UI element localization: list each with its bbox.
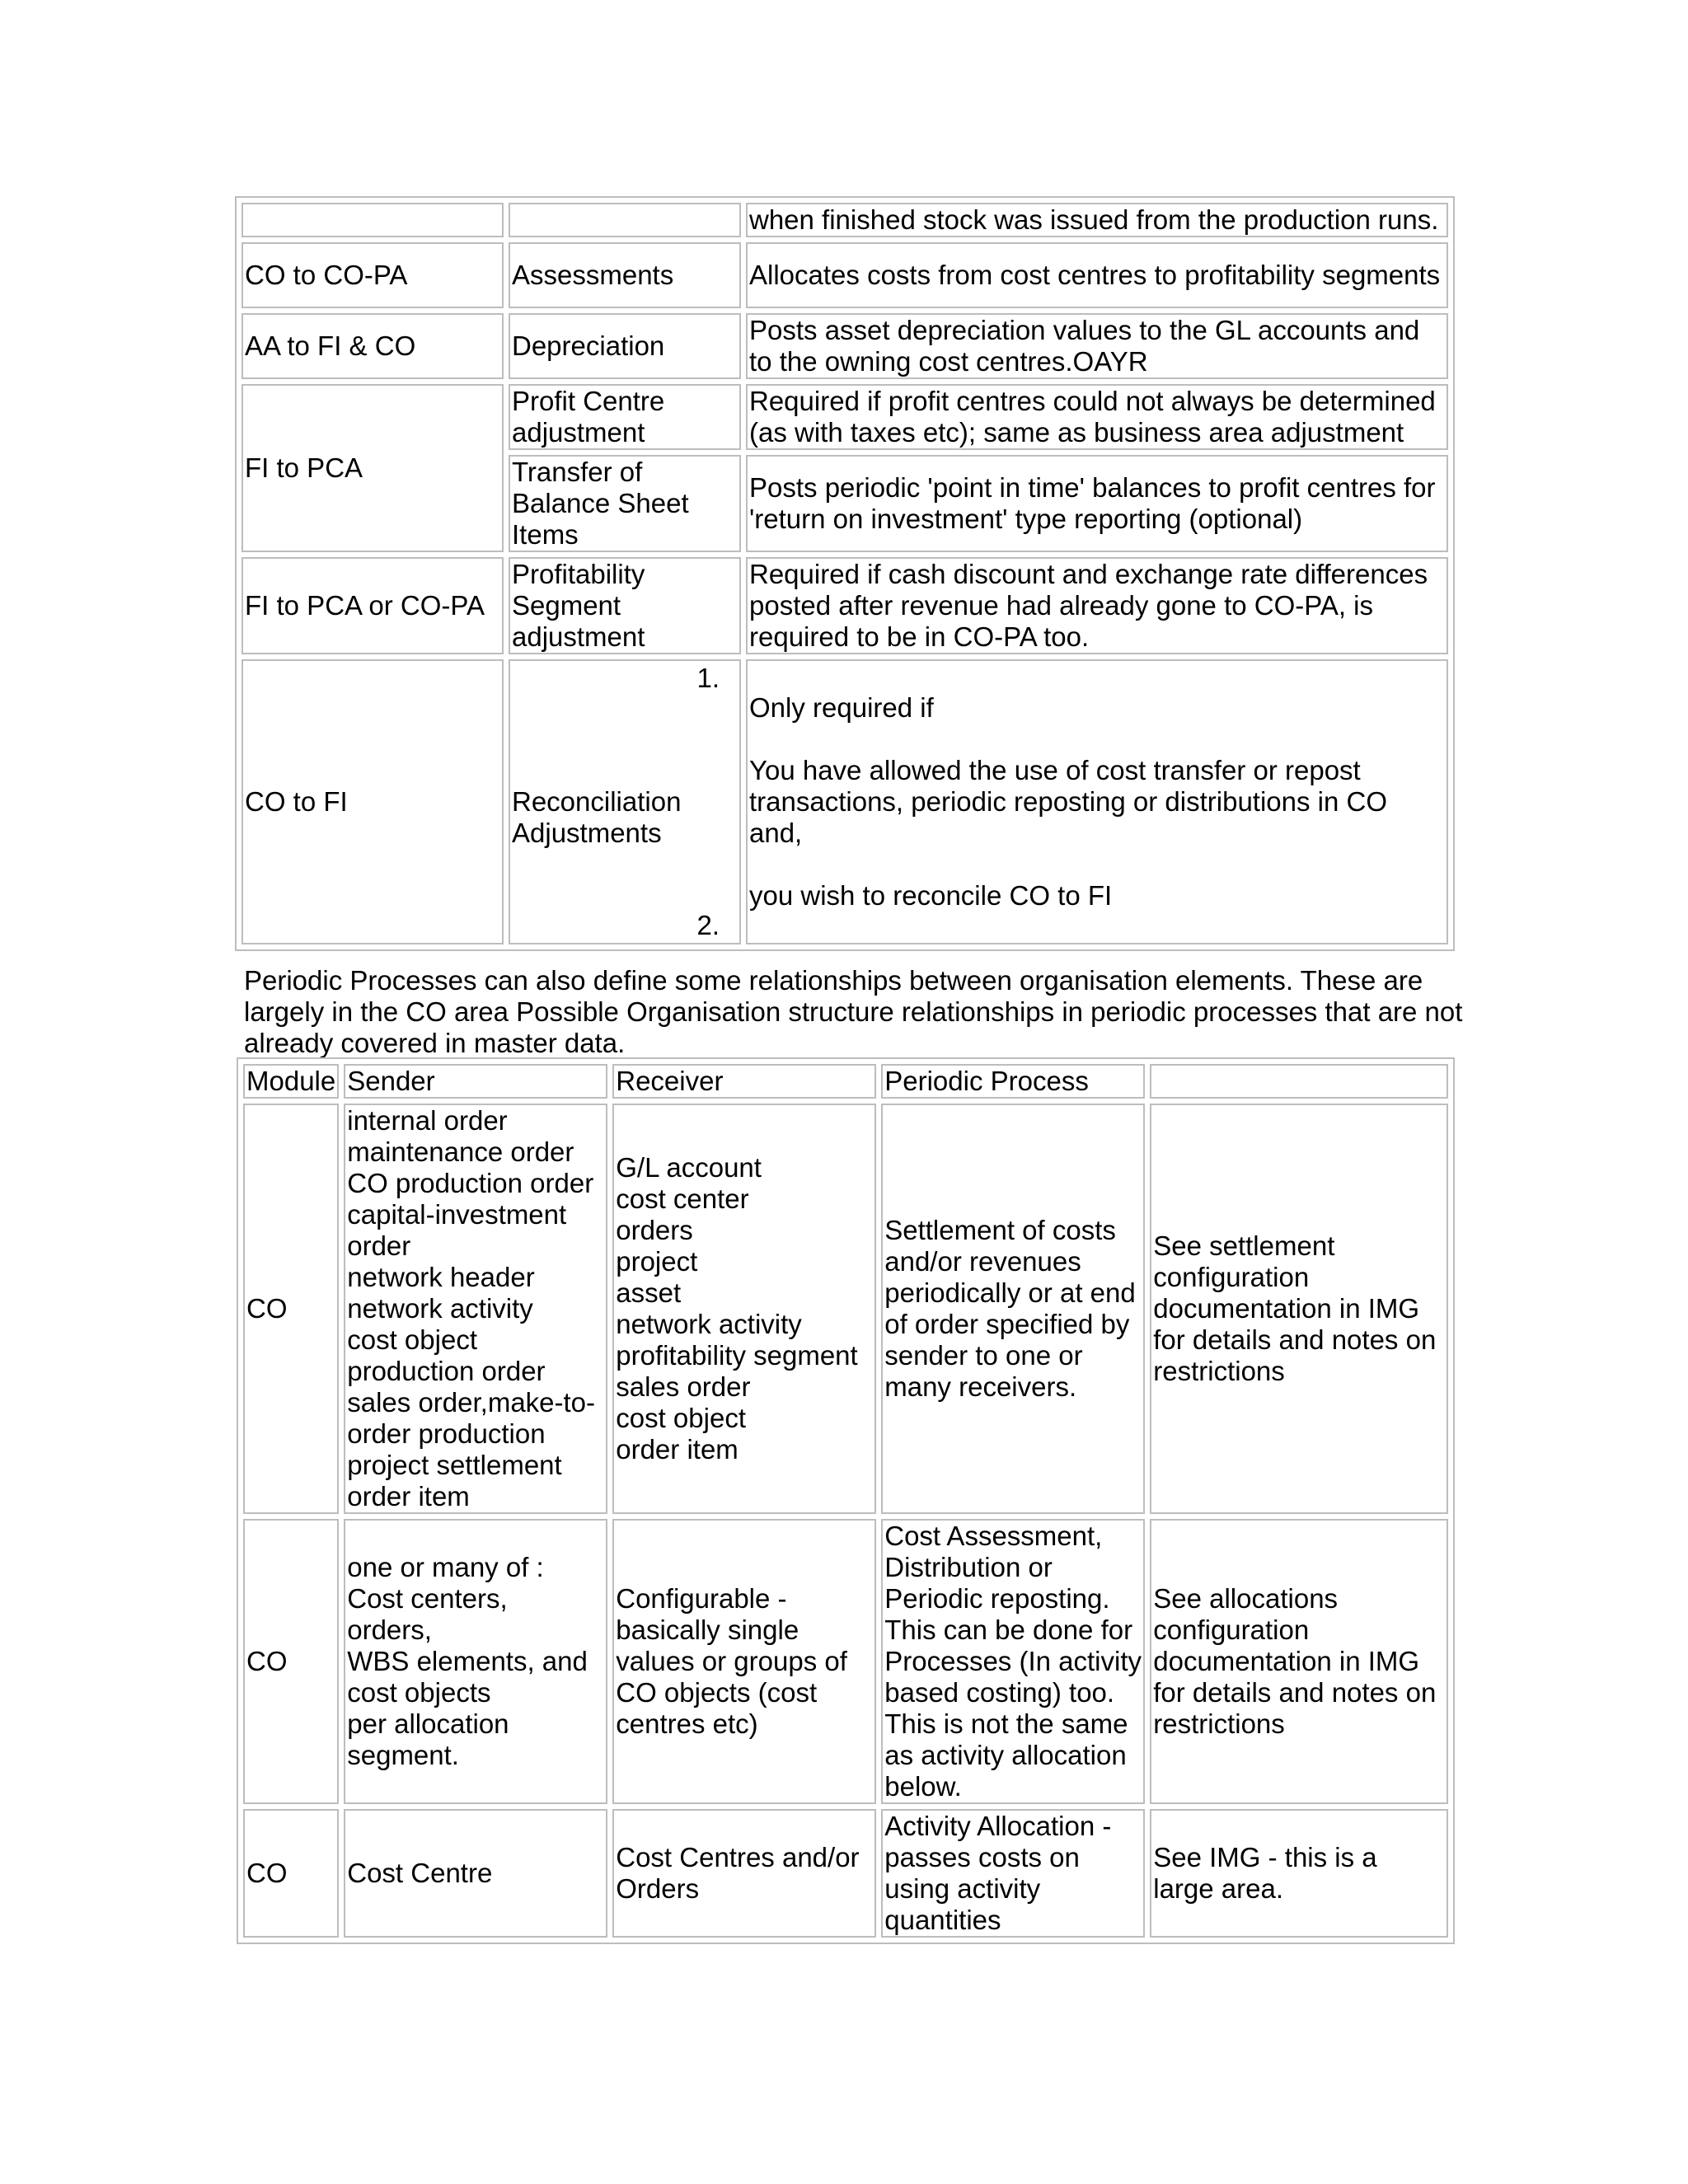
- column-header: Sender: [344, 1064, 607, 1099]
- table-cell: AA to FI & CO: [241, 313, 504, 379]
- table-cell: FI to PCA: [241, 384, 504, 552]
- table-cell: internal order maintenance order CO production order capital-investment order network header network activity cost object production order sales order,make-to-order production project settlement order item: [344, 1104, 607, 1514]
- table-cell: Activity Allocation - passes costs on using activity quantities: [881, 1809, 1145, 1938]
- table-row: [243, 1809, 1448, 1938]
- column-header: Module: [243, 1064, 339, 1099]
- table-row: [243, 1104, 1448, 1514]
- list-item: You have allowed the use of cost transfer or repost transactions, periodic reposting or distributions in CO and,: [749, 755, 1388, 848]
- table-cell: FI to PCA or CO-PA: [241, 557, 504, 654]
- table-cell: Required if cash discount and exchange rate differences posted after revenue had already gone to CO-PA, is required to be in CO-PA too.: [746, 557, 1448, 654]
- table-cell: [509, 203, 741, 237]
- table-row: [241, 659, 1448, 944]
- cell-text: Reconciliation Adjustments: [512, 786, 682, 848]
- table-header-row: [243, 1064, 1448, 1099]
- table-cell: See IMG - this is a large area.: [1150, 1809, 1448, 1938]
- table-cell: Posts asset depreciation values to the GL accounts and to the owning cost centres.OAYR: [746, 313, 1448, 379]
- table-cell: Configurable - basically single values or groups of CO objects (cost centres etc): [612, 1519, 876, 1804]
- table-cell: CO: [243, 1809, 339, 1938]
- table-cell: when finished stock was issued from the production runs.: [746, 203, 1448, 237]
- table-row: [241, 203, 1448, 237]
- table-cell: G/L account cost center orders project asset network activity profitability segment sales order cost object order item: [612, 1104, 876, 1514]
- table-cell: See settlement configuration documentation in IMG for details and notes on restrictions: [1150, 1104, 1448, 1514]
- table-cell: [509, 659, 741, 944]
- body-paragraph: Periodic Processes can also define some relationships between organisation elements. These are largely in the CO area Possible Organisation structure relationships in periodic processes that are not already covered in master data.: [244, 965, 1463, 1058]
- table-cell: [746, 659, 1448, 944]
- column-header: Receiver: [612, 1064, 876, 1099]
- periodic-process-table: [237, 1057, 1455, 1944]
- table-cell: CO: [243, 1519, 339, 1804]
- table-cell: Cost Centre: [344, 1809, 607, 1938]
- column-header: [1150, 1064, 1448, 1099]
- table-cell: Cost Assessment, Distribution or Periodic reposting. This can be done for Processes (In activity based costing) too. This is not the same as activity allocation below.: [881, 1519, 1145, 1804]
- table-cell: Allocates costs from cost centres to profitability segments: [746, 242, 1448, 308]
- integration-table: [235, 196, 1455, 951]
- list-number: 1.: [696, 663, 720, 693]
- table-row: [241, 384, 1448, 450]
- table-row: [243, 1519, 1448, 1804]
- table-cell: Posts periodic 'point in time' balances to profit centres for 'return on investment' type reporting (optional): [746, 455, 1448, 552]
- table-cell: CO to FI: [241, 659, 504, 944]
- table-cell: Settlement of costs and/or revenues periodically or at end of order specified by sender to one or many receivers.: [881, 1104, 1145, 1514]
- table-cell: Profit Centre adjustment: [509, 384, 741, 450]
- table-cell: Profitability Segment adjustment: [509, 557, 741, 654]
- table-row: [241, 557, 1448, 654]
- list-number: 2.: [696, 910, 720, 940]
- table-cell: Required if profit centres could not always be determined (as with taxes etc); same as business area adjustment: [746, 384, 1448, 450]
- table-row: [241, 242, 1448, 308]
- table-cell: CO to CO-PA: [241, 242, 504, 308]
- table-cell: Depreciation: [509, 313, 741, 379]
- list-item: you wish to reconcile CO to FI: [749, 880, 1113, 911]
- table-cell: [241, 203, 504, 237]
- table-cell: Transfer of Balance Sheet Items: [509, 455, 741, 552]
- table-cell: Assessments: [509, 242, 741, 308]
- table-cell: one or many of : Cost centers, orders, WBS elements, and cost objects per allocation segment.: [344, 1519, 607, 1804]
- column-header: Periodic Process: [881, 1064, 1145, 1099]
- table-cell: See allocations configuration documentation in IMG for details and notes on restrictions: [1150, 1519, 1448, 1804]
- table-cell: Cost Centres and/or Orders: [612, 1809, 876, 1938]
- table-row: [241, 313, 1448, 379]
- table-cell: CO: [243, 1104, 339, 1514]
- cell-intro: Only required if: [749, 692, 934, 723]
